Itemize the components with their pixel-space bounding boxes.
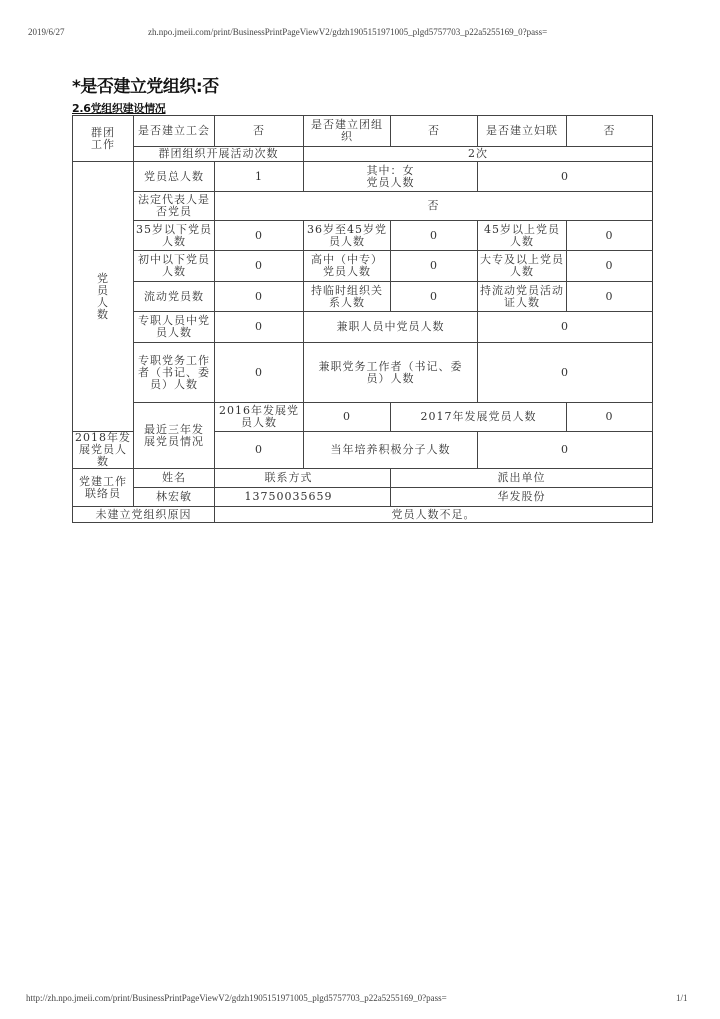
print-header-url: zh.npo.jmeii.com/print/BusinessPrintPageViewV2/gdzh1905151971005_plgd5757703_p22a5255169_0?pass= xyxy=(148,27,548,37)
activists-value: 0 xyxy=(478,432,653,469)
union-value: 否 xyxy=(215,116,304,147)
activity-count-value: 2次 xyxy=(304,147,653,162)
fulltime-members-label: 专职人员中党员人数 xyxy=(134,312,215,343)
temp-org-label: 持临时组织关系人数 xyxy=(304,282,391,312)
league-label: 是否建立团组织 xyxy=(304,116,391,147)
reason-value: 党员人数不足。 xyxy=(215,507,653,523)
parttime-worker-label: 兼职党务工作者（书记、委员）人数 xyxy=(304,343,478,403)
legal-rep-value: 否 xyxy=(215,192,653,221)
y2017-value: 0 xyxy=(567,403,653,432)
liaison-contact: 13750035659 xyxy=(215,488,391,507)
liaison-name: 林宏敏 xyxy=(134,488,215,507)
reason-label: 未建立党组织原因 xyxy=(73,507,215,523)
union-label: 是否建立工会 xyxy=(134,116,215,147)
female-members-value: 0 xyxy=(478,162,653,192)
mass-work-label: 群团工作 xyxy=(73,116,134,162)
under35-label: 35岁以下党员人数 xyxy=(134,221,215,251)
women-value: 否 xyxy=(567,116,653,147)
junior-label: 初中以下党员人数 xyxy=(134,251,215,282)
liaison-contact-header: 联系方式 xyxy=(215,469,391,488)
members-label: 党员人数 xyxy=(73,162,134,432)
age36-45-value: 0 xyxy=(391,221,478,251)
fulltime-worker-value: 0 xyxy=(215,343,304,403)
print-footer-url: http://zh.npo.jmeii.com/print/BusinessPrintPageViewV2/gdzh1905151971005_plgd5757703_p22a5255169_0?pass= xyxy=(26,993,447,1003)
y2016-value: 0 xyxy=(304,403,391,432)
league-value: 否 xyxy=(391,116,478,147)
women-label: 是否建立妇联 xyxy=(478,116,567,147)
age36-45-label: 36岁至45岁党员人数 xyxy=(304,221,391,251)
senior-value: 0 xyxy=(391,251,478,282)
over45-value: 0 xyxy=(567,221,653,251)
over45-label: 45岁以上党员人数 xyxy=(478,221,567,251)
floating-cert-value: 0 xyxy=(567,282,653,312)
parttime-worker-value: 0 xyxy=(478,343,653,403)
activists-label: 当年培养积极分子人数 xyxy=(304,432,478,469)
party-building-table xyxy=(72,115,653,523)
parttime-members-value: 0 xyxy=(478,312,653,343)
section-title: 2.6党组织建设情况 xyxy=(72,102,166,115)
liaison-label: 党建工作联络员 xyxy=(73,469,134,507)
page-title: *是否建立党组织:否 xyxy=(72,77,219,97)
fulltime-worker-label: 专职党务工作者（书记、委员）人数 xyxy=(134,343,215,403)
floating-value: 0 xyxy=(215,282,304,312)
total-members-label: 党员总人数 xyxy=(134,162,215,192)
y2018-value: 0 xyxy=(215,432,304,469)
print-date: 2019/6/27 xyxy=(28,27,65,37)
temp-org-value: 0 xyxy=(391,282,478,312)
page-number: 1/1 xyxy=(676,993,688,1003)
liaison-unit-header: 派出单位 xyxy=(391,469,653,488)
floating-label: 流动党员数 xyxy=(134,282,215,312)
legal-rep-label: 法定代表人是否党员 xyxy=(134,192,215,221)
activity-count-label: 群团组织开展活动次数 xyxy=(134,147,304,162)
liaison-name-header: 姓名 xyxy=(134,469,215,488)
college-value: 0 xyxy=(567,251,653,282)
liaison-unit: 华发股份 xyxy=(391,488,653,507)
under35-value: 0 xyxy=(215,221,304,251)
total-members-value: 1 xyxy=(215,162,304,192)
parttime-members-label: 兼职人员中党员人数 xyxy=(304,312,478,343)
female-members-label: 其中：女党员人数 xyxy=(304,162,478,192)
y2016-label: 2016年发展党员人数 xyxy=(215,403,304,432)
y2018-label: 2018年发展党员人数 xyxy=(73,432,134,469)
college-label: 大专及以上党员人数 xyxy=(478,251,567,282)
senior-label: 高中（中专）党员人数 xyxy=(304,251,391,282)
y2017-label: 2017年发展党员人数 xyxy=(391,403,567,432)
fulltime-members-value: 0 xyxy=(215,312,304,343)
floating-cert-label: 持流动党员活动证人数 xyxy=(478,282,567,312)
junior-value: 0 xyxy=(215,251,304,282)
recent-years-label: 最近三年发展党员情况 xyxy=(134,403,215,469)
